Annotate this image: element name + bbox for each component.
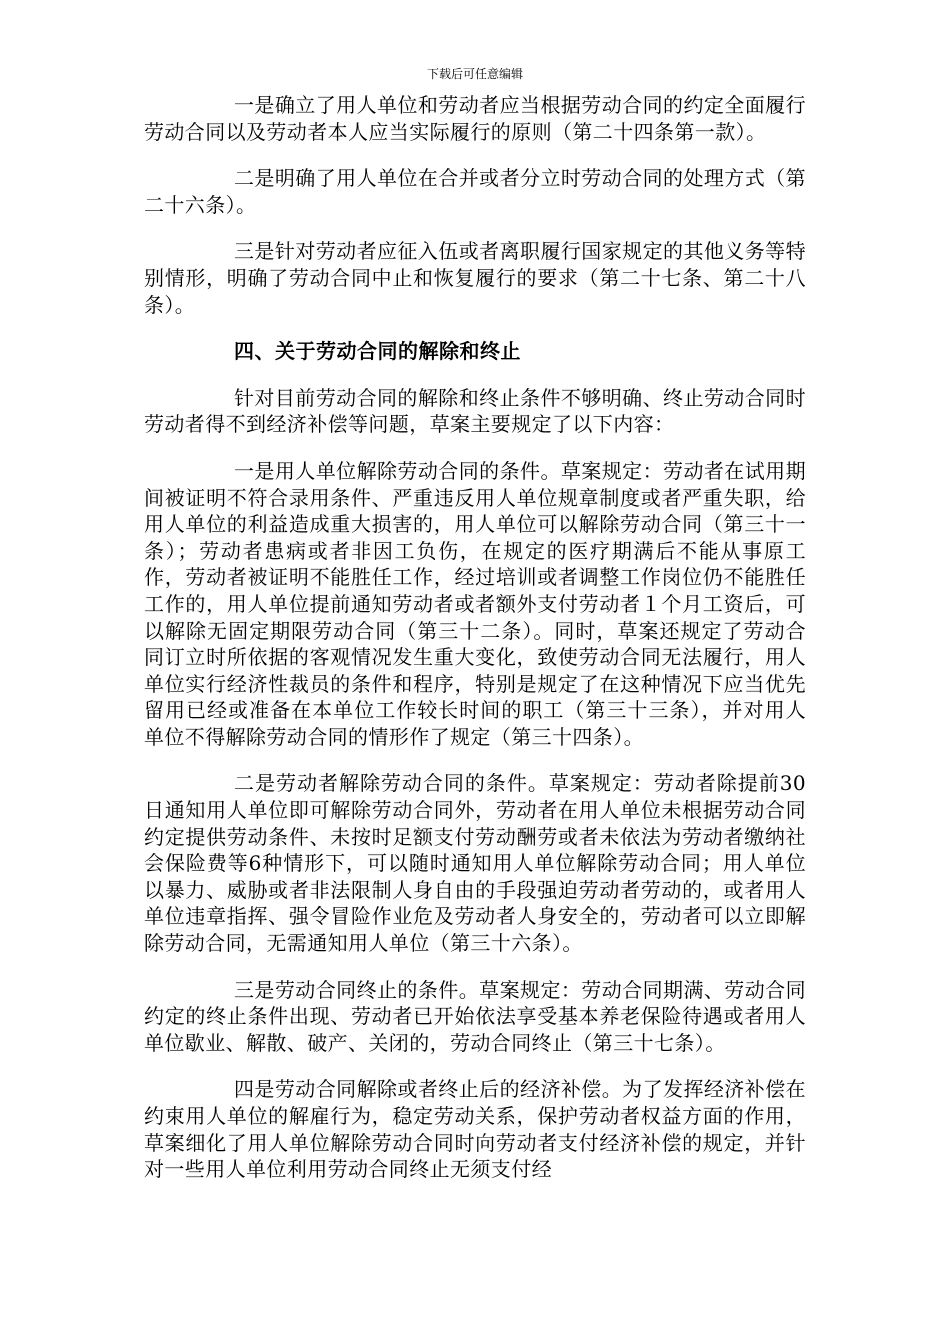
paragraph-1: 一是确立了用人单位和劳动者应当根据劳动合同的约定全面履行劳动合同以及劳动者本人应当实际履行的原则（第二十四条第一款）。 <box>144 93 806 144</box>
paragraph-6: 二是劳动者解除劳动合同的条件。草案规定：劳动者除提前30日通知用人单位即可解除劳动合同外，劳动者在用人单位未根据劳动合同约定提供劳动条件、未按时足额支付劳动酬劳或者未依法为劳动者缴纳社会保险费等6种情形下，可以随时通知用人单位解除劳动合同；用人单位以暴力、威胁或者非法限制人身自由的手段强迫劳动者劳动的，或者用人单位违章指挥、强令冒险作业危及劳动者人身安全的，劳动者可以立即解除劳动合同，无需通知用人单位（第三十六条）。 <box>144 771 806 956</box>
paragraph-7: 三是劳动合同终止的条件。草案规定：劳动合同期满、劳动合同约定的终止条件出现、劳动者已开始依法享受基本养老保险待遇或者用人单位歇业、解散、破产、关闭的，劳动合同终止（第三十七条）。 <box>144 977 806 1055</box>
paragraph-3: 三是针对劳动者应征入伍或者离职履行国家规定的其他义务等特别情形，明确了劳动合同中止和恢复履行的要求（第二十七条、第二十八条）。 <box>144 239 806 317</box>
paragraph-8: 四是劳动合同解除或者终止后的经济补偿。为了发挥经济补偿在约束用人单位的解雇行为，稳定劳动关系，保护劳动者权益方面的作用，草案细化了用人单位解除劳动合同时向劳动者支付经济补偿的规定，并针对一些用人单位利用劳动合同终止无须支付经 <box>144 1077 806 1182</box>
section-heading: 四、关于劳动合同的解除和终止 <box>234 339 521 364</box>
page-header: 下载后可任意编辑 <box>426 67 523 81</box>
paragraph-5: 一是用人单位解除劳动合同的条件。草案规定：劳动者在试用期间被证明不符合录用条件、严重违反用人单位规章制度或者严重失职，给用人单位的利益造成重大损害的，用人单位可以解除劳动合同（第三十一条）；劳动者患病或者非因工负伤，在规定的医疗期满后不能从事原工作，劳动者被证明不能胜任工作，经过培训或者调整工作岗位仍不能胜任工作的，用人单位提前通知劳动者或者额外支付劳动者１个月工资后，可以解除无固定期限劳动合同（第三十二条）。同时，草案还规定了劳动合同订立时所依据的客观情况发生重大变化，致使劳动合同无法履行，用人单位实行经济性裁员的条件和程序，特别是规定了在这种情况下应当优先留用已经或准备在本单位工作较长时间的职工（第三十三条），并对用人单位不得解除劳动合同的情形作了规定（第三十四条）。 <box>144 458 806 749</box>
paragraph-4: 针对目前劳动合同的解除和终止条件不够明确、终止劳动合同时劳动者得不到经济补偿等问题，草案主要规定了以下内容： <box>144 385 806 437</box>
document-body <box>144 92 806 1203</box>
paragraph-2: 二是明确了用人单位在合并或者分立时劳动合同的处理方式（第二十六条）。 <box>144 166 806 217</box>
